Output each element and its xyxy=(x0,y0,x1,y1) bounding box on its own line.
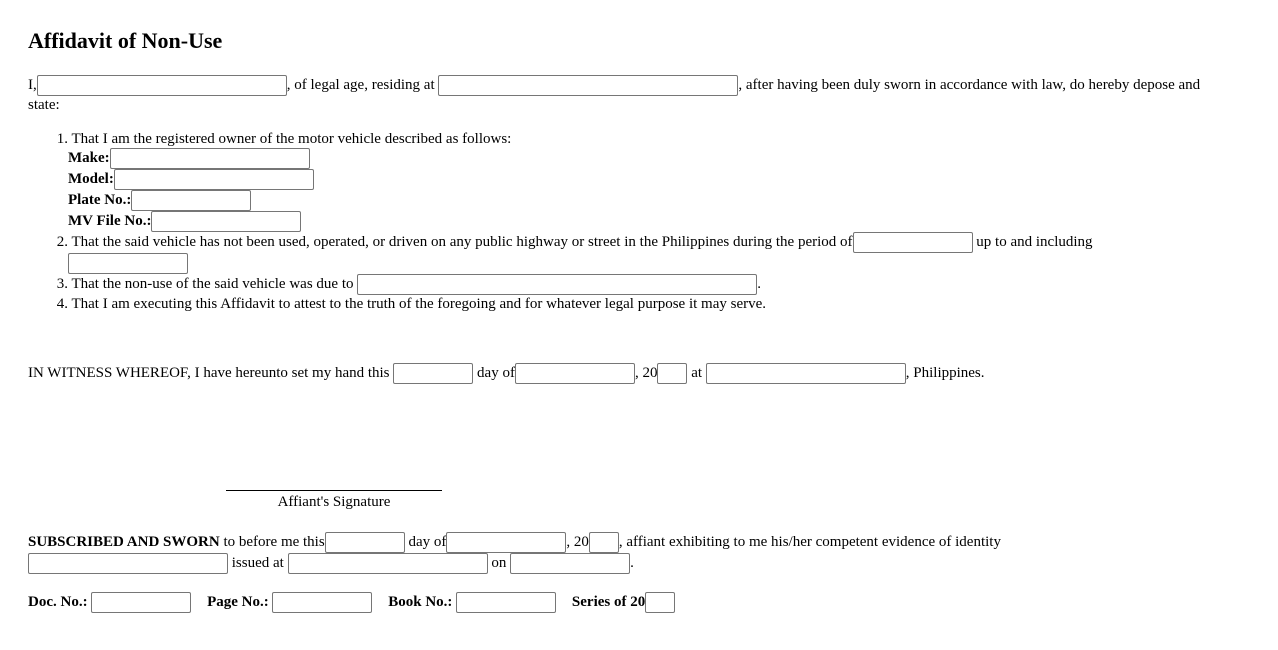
book-no-field[interactable] xyxy=(456,592,556,613)
item-number: 4. xyxy=(56,296,68,312)
item-1 xyxy=(28,129,511,149)
sworn-month-field[interactable] xyxy=(446,532,566,553)
signature-label: Affiant's Signature xyxy=(277,494,391,510)
item-2-continuation xyxy=(68,253,188,274)
item-text: That the said vehicle has not been used, operated, or driven on any public highway or street in the Philippines during the period of xyxy=(71,234,853,250)
mvfile-row xyxy=(68,211,301,232)
plate-label: Plate No.: xyxy=(68,192,132,208)
page-no-label: Page No.: xyxy=(207,594,269,610)
notary-line xyxy=(28,592,675,613)
non-use-reason-field[interactable] xyxy=(357,274,757,295)
sworn-year-field[interactable] xyxy=(589,532,619,553)
signature-line xyxy=(226,490,442,491)
model-row xyxy=(68,169,314,190)
item-text: That the non-use of the said vehicle was due to xyxy=(71,276,354,292)
doc-no-field[interactable] xyxy=(91,592,191,613)
witness-dayof: day of xyxy=(477,365,515,381)
issued-place-field[interactable] xyxy=(288,553,488,574)
sworn-year-prefix: , 20 xyxy=(566,534,589,550)
sworn-bold: SUBSCRIBED AND SWORN xyxy=(28,534,220,550)
intro-suffix: , after having been duly sworn in accordance with law, do hereby depose and xyxy=(738,77,1201,93)
item-4 xyxy=(28,294,766,314)
identity-end: . xyxy=(630,555,634,571)
make-row xyxy=(68,148,310,169)
witness-year-field[interactable] xyxy=(657,363,687,384)
sworn-line xyxy=(28,532,1001,553)
witness-suffix: , Philippines. xyxy=(905,365,985,381)
period-start-field[interactable] xyxy=(853,232,973,253)
make-field[interactable] xyxy=(110,148,310,169)
item-number: 2. xyxy=(56,234,68,250)
item-text: That I am executing this Affidavit to attest to the truth of the foregoing and for whatever legal purpose it may serve. xyxy=(71,296,767,312)
witness-place-field[interactable] xyxy=(706,363,906,384)
sworn-text: to before me this xyxy=(223,534,325,550)
sworn-dayof: day of xyxy=(408,534,447,550)
item-end: . xyxy=(757,276,761,292)
residence-address-field[interactable] xyxy=(438,75,738,96)
witness-at: at xyxy=(691,365,703,381)
affiant-name-field[interactable] xyxy=(37,75,287,96)
model-label: Model: xyxy=(68,171,114,187)
witness-day-field[interactable] xyxy=(393,363,473,384)
item-number: 1. xyxy=(56,131,68,147)
item-3 xyxy=(28,274,761,295)
issued-at-label: issued at xyxy=(231,555,284,571)
book-no-label: Book No.: xyxy=(388,594,453,610)
intro-continuation: state: xyxy=(28,97,60,113)
item-number: 3. xyxy=(56,276,68,292)
item-text: That I am the registered owner of the motor vehicle described as follows: xyxy=(71,131,512,147)
model-field[interactable] xyxy=(114,169,314,190)
witness-line xyxy=(28,363,985,384)
identity-evidence-field[interactable] xyxy=(28,553,228,574)
sworn-day-field[interactable] xyxy=(325,532,405,553)
doc-no-label: Doc. No.: xyxy=(28,594,88,610)
item-text-after: up to and including xyxy=(976,234,1093,250)
make-label: Make: xyxy=(68,150,110,166)
series-year-field[interactable] xyxy=(645,592,675,613)
issued-date-field[interactable] xyxy=(510,553,630,574)
mv-file-number-field[interactable] xyxy=(151,211,301,232)
intro-line xyxy=(28,75,1200,96)
witness-month-field[interactable] xyxy=(515,363,635,384)
witness-year-prefix: , 20 xyxy=(634,365,658,381)
series-label: Series of 20 xyxy=(571,594,646,610)
sworn-suffix: , affiant exhibiting to me his/her competent evidence of identity xyxy=(618,534,1001,550)
period-end-field[interactable] xyxy=(68,253,188,274)
page-no-field[interactable] xyxy=(272,592,372,613)
witness-prefix: IN WITNESS WHEREOF, I have hereunto set my hand this xyxy=(28,365,390,381)
item-2 xyxy=(28,232,1093,253)
mvfile-label: MV File No.: xyxy=(68,213,152,229)
intro-prefix: I, xyxy=(28,77,37,93)
identity-line xyxy=(28,553,634,574)
plate-row xyxy=(68,190,251,211)
on-label: on xyxy=(491,555,507,571)
intro-mid: , of legal age, residing at xyxy=(286,77,435,93)
plate-number-field[interactable] xyxy=(131,190,251,211)
page-title: Affidavit of Non-Use xyxy=(28,28,223,53)
